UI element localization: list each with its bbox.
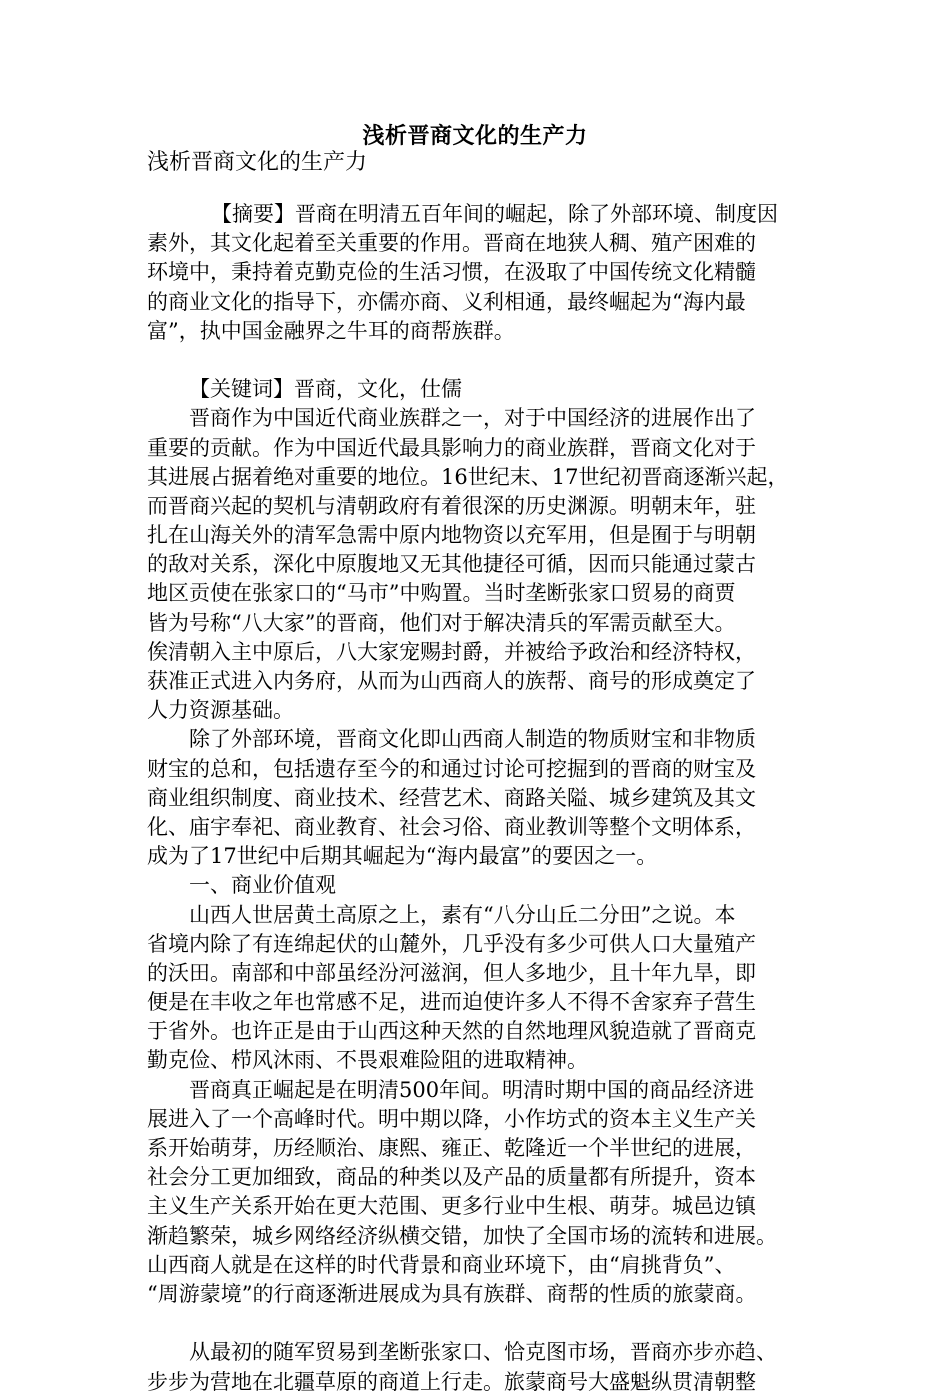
text-line: 的商业文化的指导下，亦儒亦商、义利相通，最终崛起为“海内最 bbox=[147, 289, 746, 314]
text-line: 获准正式进入内务府，从而为山西商人的族帮、商号的形成奠定了 bbox=[147, 669, 756, 693]
text-line: 成为了17世纪中后期其崛起为“海内最富”的要因之一。 bbox=[147, 844, 658, 869]
document-title: 浅析晋商文化的生产力 bbox=[362, 123, 588, 149]
blank-line bbox=[147, 1309, 822, 1338]
text-line: 主义生产关系开始在更大范围、更多行业中生根、萌芽。城邑边镇 bbox=[147, 1194, 756, 1219]
text-line: 省境内除了有连绵起伏的山麓外，几乎没有多少可供人口大量殖产 bbox=[147, 931, 756, 956]
text-line: “周游蒙境”的行商逐渐进展成为具有族群、商帮的性质的旅蒙商。 bbox=[147, 1281, 757, 1306]
text-line: 一、商业价值观 bbox=[189, 873, 336, 898]
text-line: 素外，其文化起着至关重要的作用。晋商在地狭人稠、殖产困难的 bbox=[147, 231, 756, 256]
text-line: 渐趋繁荣，城乡网络经济纵横交错，加快了全国市场的流转和进展。 bbox=[147, 1223, 777, 1248]
text-line: 皆为号称“八大家”的晋商，他们对于解决清兵的军需贡献至大。 bbox=[147, 610, 736, 635]
text-line: 俟清朝入主中原后，八大家宠赐封爵，并被给予政治和经济特权， bbox=[147, 639, 756, 664]
text-line: 展进入了一个高峰时代。明中期以降，小作坊式的资本主义生产关 bbox=[147, 1106, 756, 1131]
text-line: 而晋商兴起的契机与清朝政府有着很深的历史渊源。明朝末年，驻 bbox=[147, 493, 756, 518]
text-line: 富”，执中国金融界之牛耳的商帮族群。 bbox=[147, 318, 515, 343]
blank-line bbox=[147, 346, 822, 375]
document-subtitle: 浅析晋商文化的生产力 bbox=[147, 150, 368, 175]
text-line: 除了外部环境，晋商文化即山西商人制造的物质财宝和非物质 bbox=[189, 727, 756, 752]
text-line: 地区贡使在张家口的“马市”中购置。当时垄断张家口贸易的商贾 bbox=[147, 581, 736, 606]
text-line: 扎在山海关外的清军急需中原内地物资以充军用，但是囿于与明朝 bbox=[147, 523, 756, 548]
text-line: 商业组织制度、商业技术、经营艺术、商路关隘、城乡建筑及其文 bbox=[147, 785, 756, 810]
text-line: 便是在丰收之年也常感不足，进而迫使许多人不得不舍家弃子营生 bbox=[147, 990, 756, 1015]
text-line: 从最初的随军贸易到垄断张家口、恰克图市场，晋商亦步亦趋、 bbox=[189, 1340, 777, 1365]
text-line: 【关键词】晋商，文化，仕儒 bbox=[189, 377, 462, 402]
text-line: 社会分工更加细致，商品的种类以及产品的质量都有所提升，资本 bbox=[147, 1165, 756, 1190]
text-line: 步步为营地在北疆草原的商道上行走。旅蒙商号大盛魁纵贯清朝整 bbox=[147, 1369, 756, 1394]
text-line: 人力资源基础。 bbox=[147, 698, 294, 723]
text-line: 环境中，秉持着克勤克俭的生活习惯，在汲取了中国传统文化精髓 bbox=[147, 260, 756, 285]
text-line: 晋商真正崛起是在明清500年间。明清时期中国的商品经济进 bbox=[189, 1077, 755, 1102]
text-line: 重要的贡献。作为中国近代最具影响力的商业族群，晋商文化对于 bbox=[147, 435, 756, 460]
text-line: 【摘要】晋商在明清五百年间的崛起，除了外部环境、制度因 bbox=[211, 202, 778, 226]
text-line: 勤克俭、栉风沐雨、不畏艰难险阻的进取精神。 bbox=[147, 1048, 588, 1073]
text-line: 于省外。也许正是由于山西这种天然的自然地理风貌造就了晋商克 bbox=[147, 1019, 756, 1044]
text-line: 的沃田。南部和中部虽经汾河滋润，但人多地少，且十年九旱，即 bbox=[147, 960, 756, 985]
document-body bbox=[147, 200, 822, 1397]
text-line: 山西商人就是在这样的时代背景和商业环境下，由“肩挑背负”、 bbox=[147, 1252, 736, 1277]
text-line: 的敌对关系，深化中原腹地又无其他捷径可循，因而只能通过蒙古 bbox=[147, 552, 756, 577]
text-line: 系开始萌芽，历经顺治、康熙、雍正、乾隆近一个半世纪的进展， bbox=[147, 1136, 756, 1160]
text-line: 晋商作为中国近代商业族群之一，对于中国经济的进展作出了 bbox=[189, 406, 756, 431]
text-line: 化、庙宇奉祀、商业教育、社会习俗、商业教训等整个文明体系， bbox=[147, 814, 756, 839]
text-line: 山西人世居黄土高原之上，素有“八分山丘二分田”之说。本 bbox=[189, 902, 736, 927]
text-line: 财宝的总和，包括遗存至今的和通过讨论可挖掘到的晋商的财宝及 bbox=[147, 756, 756, 781]
text-line: 其进展占据着绝对重要的地位。16世纪末、17世纪初晋商逐渐兴起， bbox=[147, 464, 789, 489]
